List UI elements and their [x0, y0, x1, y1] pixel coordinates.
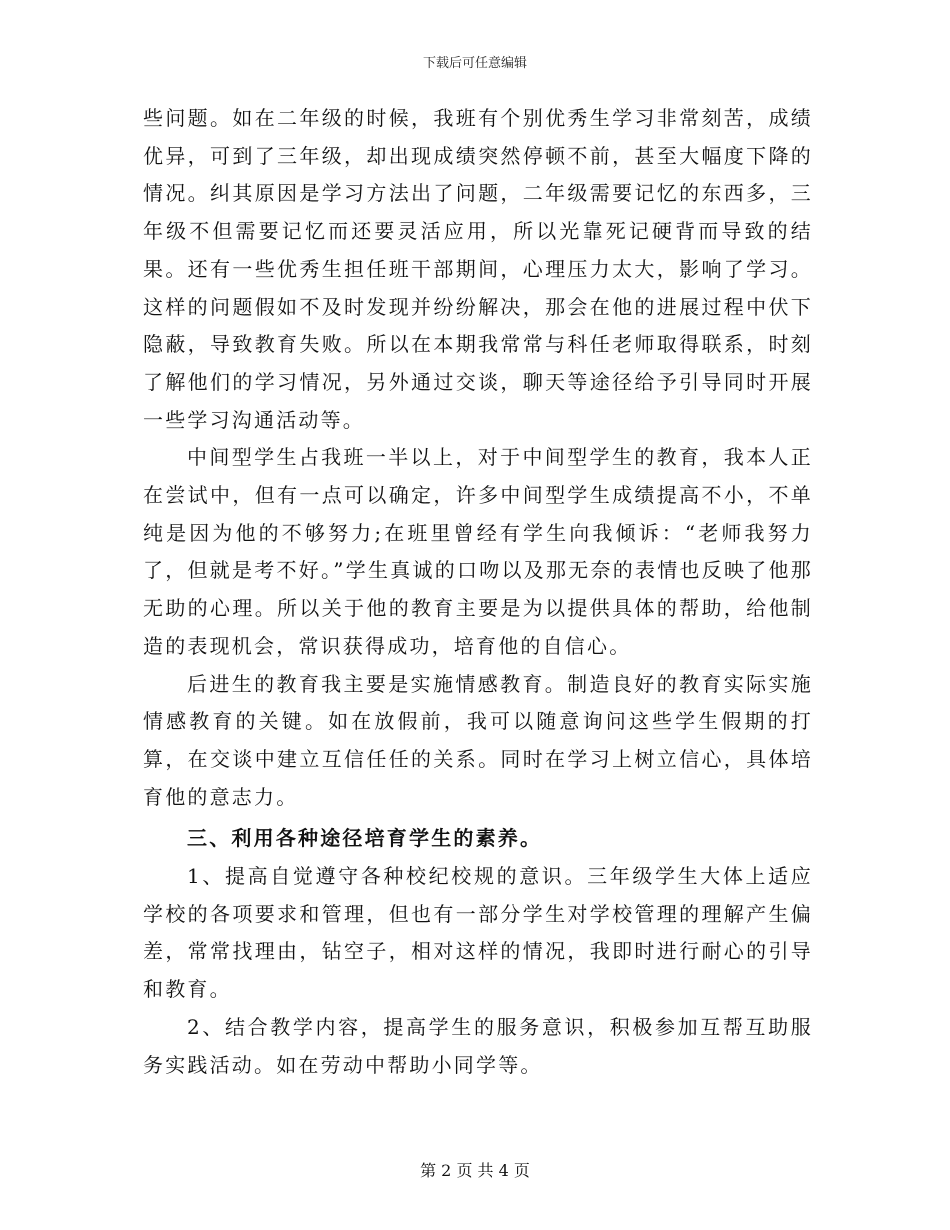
- page-number-footer: 第 2 页 共 4 页: [420, 1161, 530, 1180]
- section-item-2: 2、结合教学内容，提高学生的服务意识，积极参加互帮互助服务实践活动。如在劳动中帮助小同学等。: [143, 1014, 813, 1077]
- paragraph-continued: 些问题。如在二年级的时候，我班有个别优秀生学习非常刻苦，成绩优异，可到了三年级，却出现成绩突然停顿不前，甚至大幅度下降的情况。纠其原因是学习方法出了问题，二年级需要记忆的东西多，三年级不但需要记忆而还要灵活应用，所以光靠死记硬背而导致的结果。还有一些优秀生担任班干部期间，心理压力太大，影响了学习。这样的问题假如不及时发现并纷纷解决，那会在他的进展过程中伏下隐蔽，导致教育失败。所以在本期我常常与科任老师取得联系，时刻了解他们的学习情况，另外通过交谈，聊天等途径给予引导同时开展一些学习沟通活动等。: [143, 106, 813, 432]
- paragraph-middle-students: 中间型学生占我班一半以上，对于中间型学生的教育，我本人正在尝试中，但有一点可以确定，许多中间型学生成绩提高不小，不单纯是因为他的不够努力;在班里曾经有学生向我倾诉：“老师我努力了，但就是考不好。”学生真诚的口吻以及那无奈的表情也反映了他那无助的心理。所以关于他的教育主要是为以提供具体的帮助，给他制造的表现机会，常识获得成功，培育他的自信心。: [143, 445, 813, 658]
- page-header-note: 下载后可任意编辑: [422, 56, 527, 71]
- paragraph-lagging-students: 后进生的教育我主要是实施情感教育。制造良好的教育实际实施情感教育的关键。如在放假前，我可以随意询问这些学生假期的打算，在交谈中建立互信任任的关系。同时在学习上树立信心，具体培育他的意志力。: [143, 671, 813, 809]
- document-body: [143, 100, 813, 1084]
- section-heading: 三、利用各种途径培育学生的素养。: [187, 826, 543, 851]
- section-item-1: 1、提高自觉遵守各种校纪校规的意识。三年级学生大体上适应学校的各项要求和管理，但也有一部分学生对学校管理的理解产生偏差，常常找理由，钻空子，相对这样的情况，我即时进行耐心的引导和教育。: [143, 864, 813, 1002]
